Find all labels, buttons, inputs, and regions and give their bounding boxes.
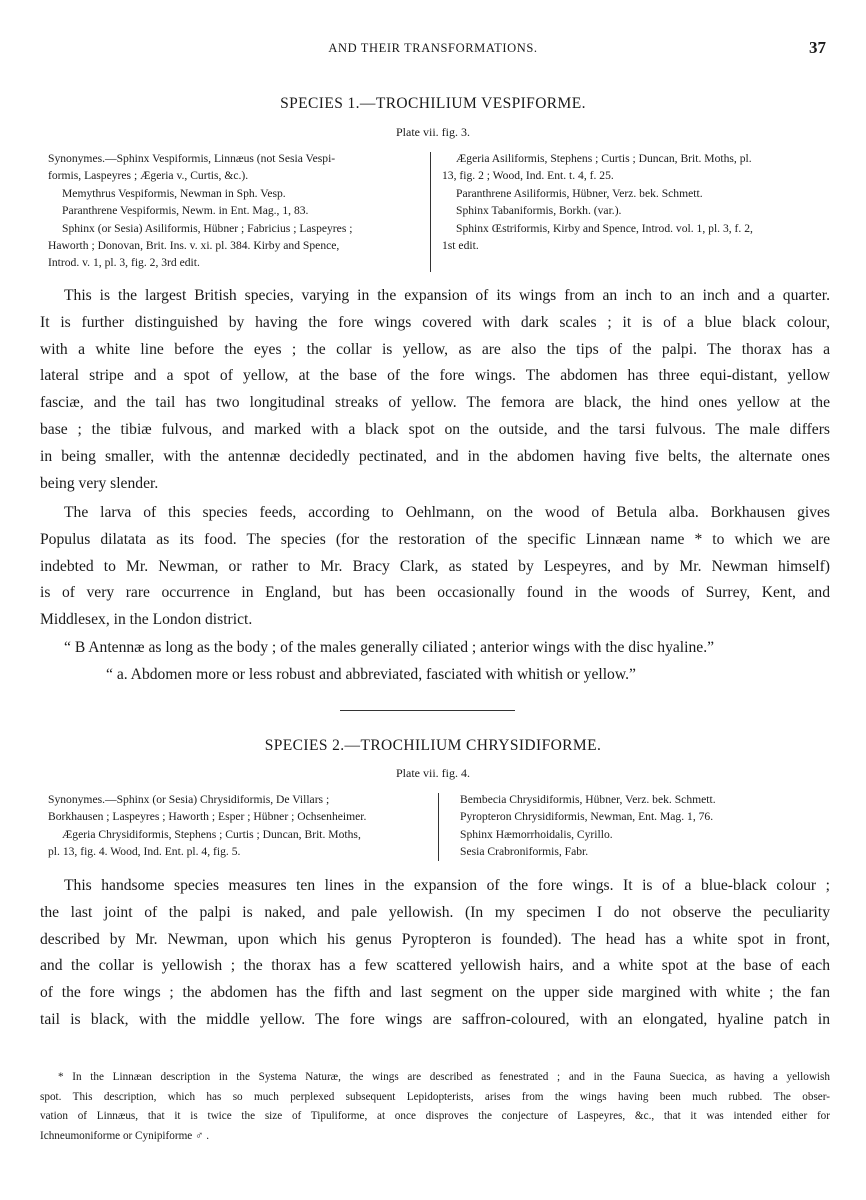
species-1-synonyms [40, 150, 830, 274]
footnote [40, 1068, 830, 1146]
quote-line: “ a. Abdomen more or less robust and abbreviated, fasciated with whitish or yellow.” [106, 665, 636, 683]
species-1-plate: Plate vii. fig. 3. [396, 125, 470, 139]
text-line: This is the largest British species, varying in the expansion of its wings from an inch to an inch and a quarter. [64, 287, 830, 304]
species-1-synonyms-left [48, 150, 426, 272]
text-line: This handsome species measures ten lines in the expansion of the fore wings. It is of a blue-black colour ; [64, 877, 830, 894]
synonym-line: Paranthrene Vespiformis, Newm. in Ent. Mag., 1, 83. [62, 204, 309, 218]
synonym-line: 1st edit. [442, 239, 479, 253]
synonym-column-rule [430, 152, 431, 272]
page-number: 37 [809, 38, 826, 57]
synonym-line: Ægeria Asiliformis, Stephens ; Curtis ; Duncan, Brit. Moths, pl. [456, 152, 752, 165]
group-quotes [40, 635, 830, 689]
footnote-line: Ichneumoniforme or Cynipiforme ♂ . [40, 1129, 210, 1142]
text-line: and the collar is yellowish ; the thorax has a few scattered yellowish hairs, and a white spot at the base of each [40, 957, 830, 975]
synonym-line: Introd. v. 1, pl. 3, fig. 2, 3rd edit. [48, 256, 200, 270]
text-line: with a white line before the eyes ; the collar is yellow, as are also the tips of the palpi. The thorax has a [40, 340, 830, 358]
synonym-line: Haworth ; Donovan, Brit. Ins. v. xi. pl. 384. Kirby and Spence, [48, 239, 340, 253]
text-line: indebted to Mr. Newman, or rather to Mr. Bracy Clark, as stated by Lespeyres, and by Mr. Newman himself) [40, 557, 830, 575]
synonym-line: Paranthrene Asiliformis, Hübner, Verz. bek. Schmett. [456, 186, 703, 200]
text-line: the last joint of the palpi is naked, and pale yellowish. (In my specimen I do not observe the peculiarity [40, 903, 830, 921]
synonym-line: Sphinx Tabaniformis, Borkh. (var.). [456, 204, 622, 218]
text-line: It is further distinguished by having the fore wings covered with dark scales ; it is of a blue black colour, [40, 313, 830, 331]
species-2-synonyms-right [460, 791, 830, 861]
text-line: described by Mr. Newman, upon which his genus Pyropteron is founded). The head has a white spot in front, [40, 930, 830, 948]
text-line: Populus dilatata as its food. The species (for the restoration of the specific Linnæan name * to which we are [40, 530, 830, 548]
species-2-description [40, 873, 830, 1034]
synonym-line: Memythrus Vespiformis, Newman in Sph. Vesp. [62, 186, 286, 200]
synonym-line: Pyropteron Chrysidiformis, Newman, Ent. Mag. 1, 76. [460, 810, 714, 824]
species-1-title: SPECIES 1.—TROCHILIUM VESPIFORME. [280, 95, 586, 112]
species-2-title: SPECIES 2.—TROCHILIUM CHRYSIDIFORME. [264, 737, 602, 754]
synonym-line: 13, fig. 2 ; Wood, Ind. Ent. t. 4, f. 25. [442, 169, 614, 183]
text-line: The larva of this species feeds, according to Oehlmann, on the wood of Betula alba. Borkhausen gives [64, 504, 830, 521]
synonym-line: Sphinx (or Sesia) Asiliformis, Hübner ; Fabricius ; Laspeyres ; [62, 221, 353, 235]
species-2-synonyms-left [48, 791, 432, 861]
synonym-line: Sphinx Hæmorrhoidalis, Cyrillo. [460, 827, 613, 841]
footnote-line: * In the Linnæan description in the Systema Naturæ, the wings are described as fenestrated ; and in the Fauna Suecica, as having a yellowish [58, 1071, 830, 1083]
synonym-line: Synonymes.—Sphinx Vespiformis, Linnæus (not Sesia Vespi- [48, 152, 336, 165]
text-line: Middlesex, in the London district. [40, 611, 253, 629]
synonym-line: Synonymes.—Sphinx (or Sesia) Chrysidiformis, De Villars ; [48, 793, 330, 806]
footnote-line: spot. This description, which has so much perplexed subsequent Lepidopterists, arises from the wings having been much rubbed. The obser- [40, 1090, 830, 1103]
text-line: fasciæ, and the tail has two longitudinal streaks of yellow. The femora are black, the hind ones yellow at the [40, 394, 830, 412]
quote-line: “ B Antennæ as long as the body ; of the males generally ciliated ; anterior wings with the disc hyaline.” [64, 639, 715, 656]
synonym-line: Sphinx Œstriformis, Kirby and Spence, Introd. vol. 1, pl. 3, f. 2, [456, 221, 753, 235]
section-divider [340, 710, 515, 711]
text-line: is of very rare occurrence in England, but has been occasionally found in the woods of Surrey, Kent, and [40, 584, 830, 602]
synonym-line: Borkhausen ; Laspeyres ; Haworth ; Esper ; Hübner ; Ochsenheimer. [48, 810, 367, 824]
text-line: of the fore wings ; the abdomen has the fifth and last segment on the upper side margined with white ; the fan [40, 984, 830, 1002]
text-line: tail is black, with the middle yellow. The fore wings are saffron-coloured, with an elongated, hyaline patch in [40, 1010, 830, 1028]
species-2-plate: Plate vii. fig. 4. [396, 766, 470, 780]
synonym-line: Ægeria Chrysidiformis, Stephens ; Curtis ; Duncan, Brit. Moths, [62, 827, 361, 841]
footnote-line: vation of Linnæus, that it is twice the size of Tipuliforme, at once disproves the conjecture of Laspeyres, &c., that it was intended either for [40, 1110, 830, 1123]
synonym-line: formis, Laspeyres ; Ægeria v., Curtis, &c.). [48, 169, 249, 183]
text-line: in being smaller, with the antennæ decidedly pectinated, and in the abdomen having five belts, the alternate ones [40, 447, 830, 465]
text-line: lateral stripe and a spot of yellow, at the base of the fore wings. The abdomen has three equi-distant, yellow [40, 367, 830, 385]
synonym-line: Sesia Crabroniformis, Fabr. [460, 845, 589, 859]
text-line: base ; the tibiæ fulvous, and marked with a black spot on the outside, and the tarsi fulvous. The male differs [40, 420, 830, 438]
species-2-synonyms [40, 791, 830, 863]
synonym-column-rule [438, 793, 439, 861]
species-1-description [40, 283, 830, 497]
synonym-line: Bembecia Chrysidiformis, Hübner, Verz. bek. Schmett. [460, 793, 716, 806]
species-1-larva [40, 500, 830, 634]
text-line: being very slender. [40, 474, 159, 492]
running-head [40, 38, 826, 62]
synonym-line: pl. 13, fig. 4. Wood, Ind. Ent. pl. 4, fig. 5. [48, 845, 241, 859]
species-1-synonyms-right [442, 150, 832, 254]
running-title: AND THEIR TRANSFORMATIONS. [328, 41, 538, 55]
